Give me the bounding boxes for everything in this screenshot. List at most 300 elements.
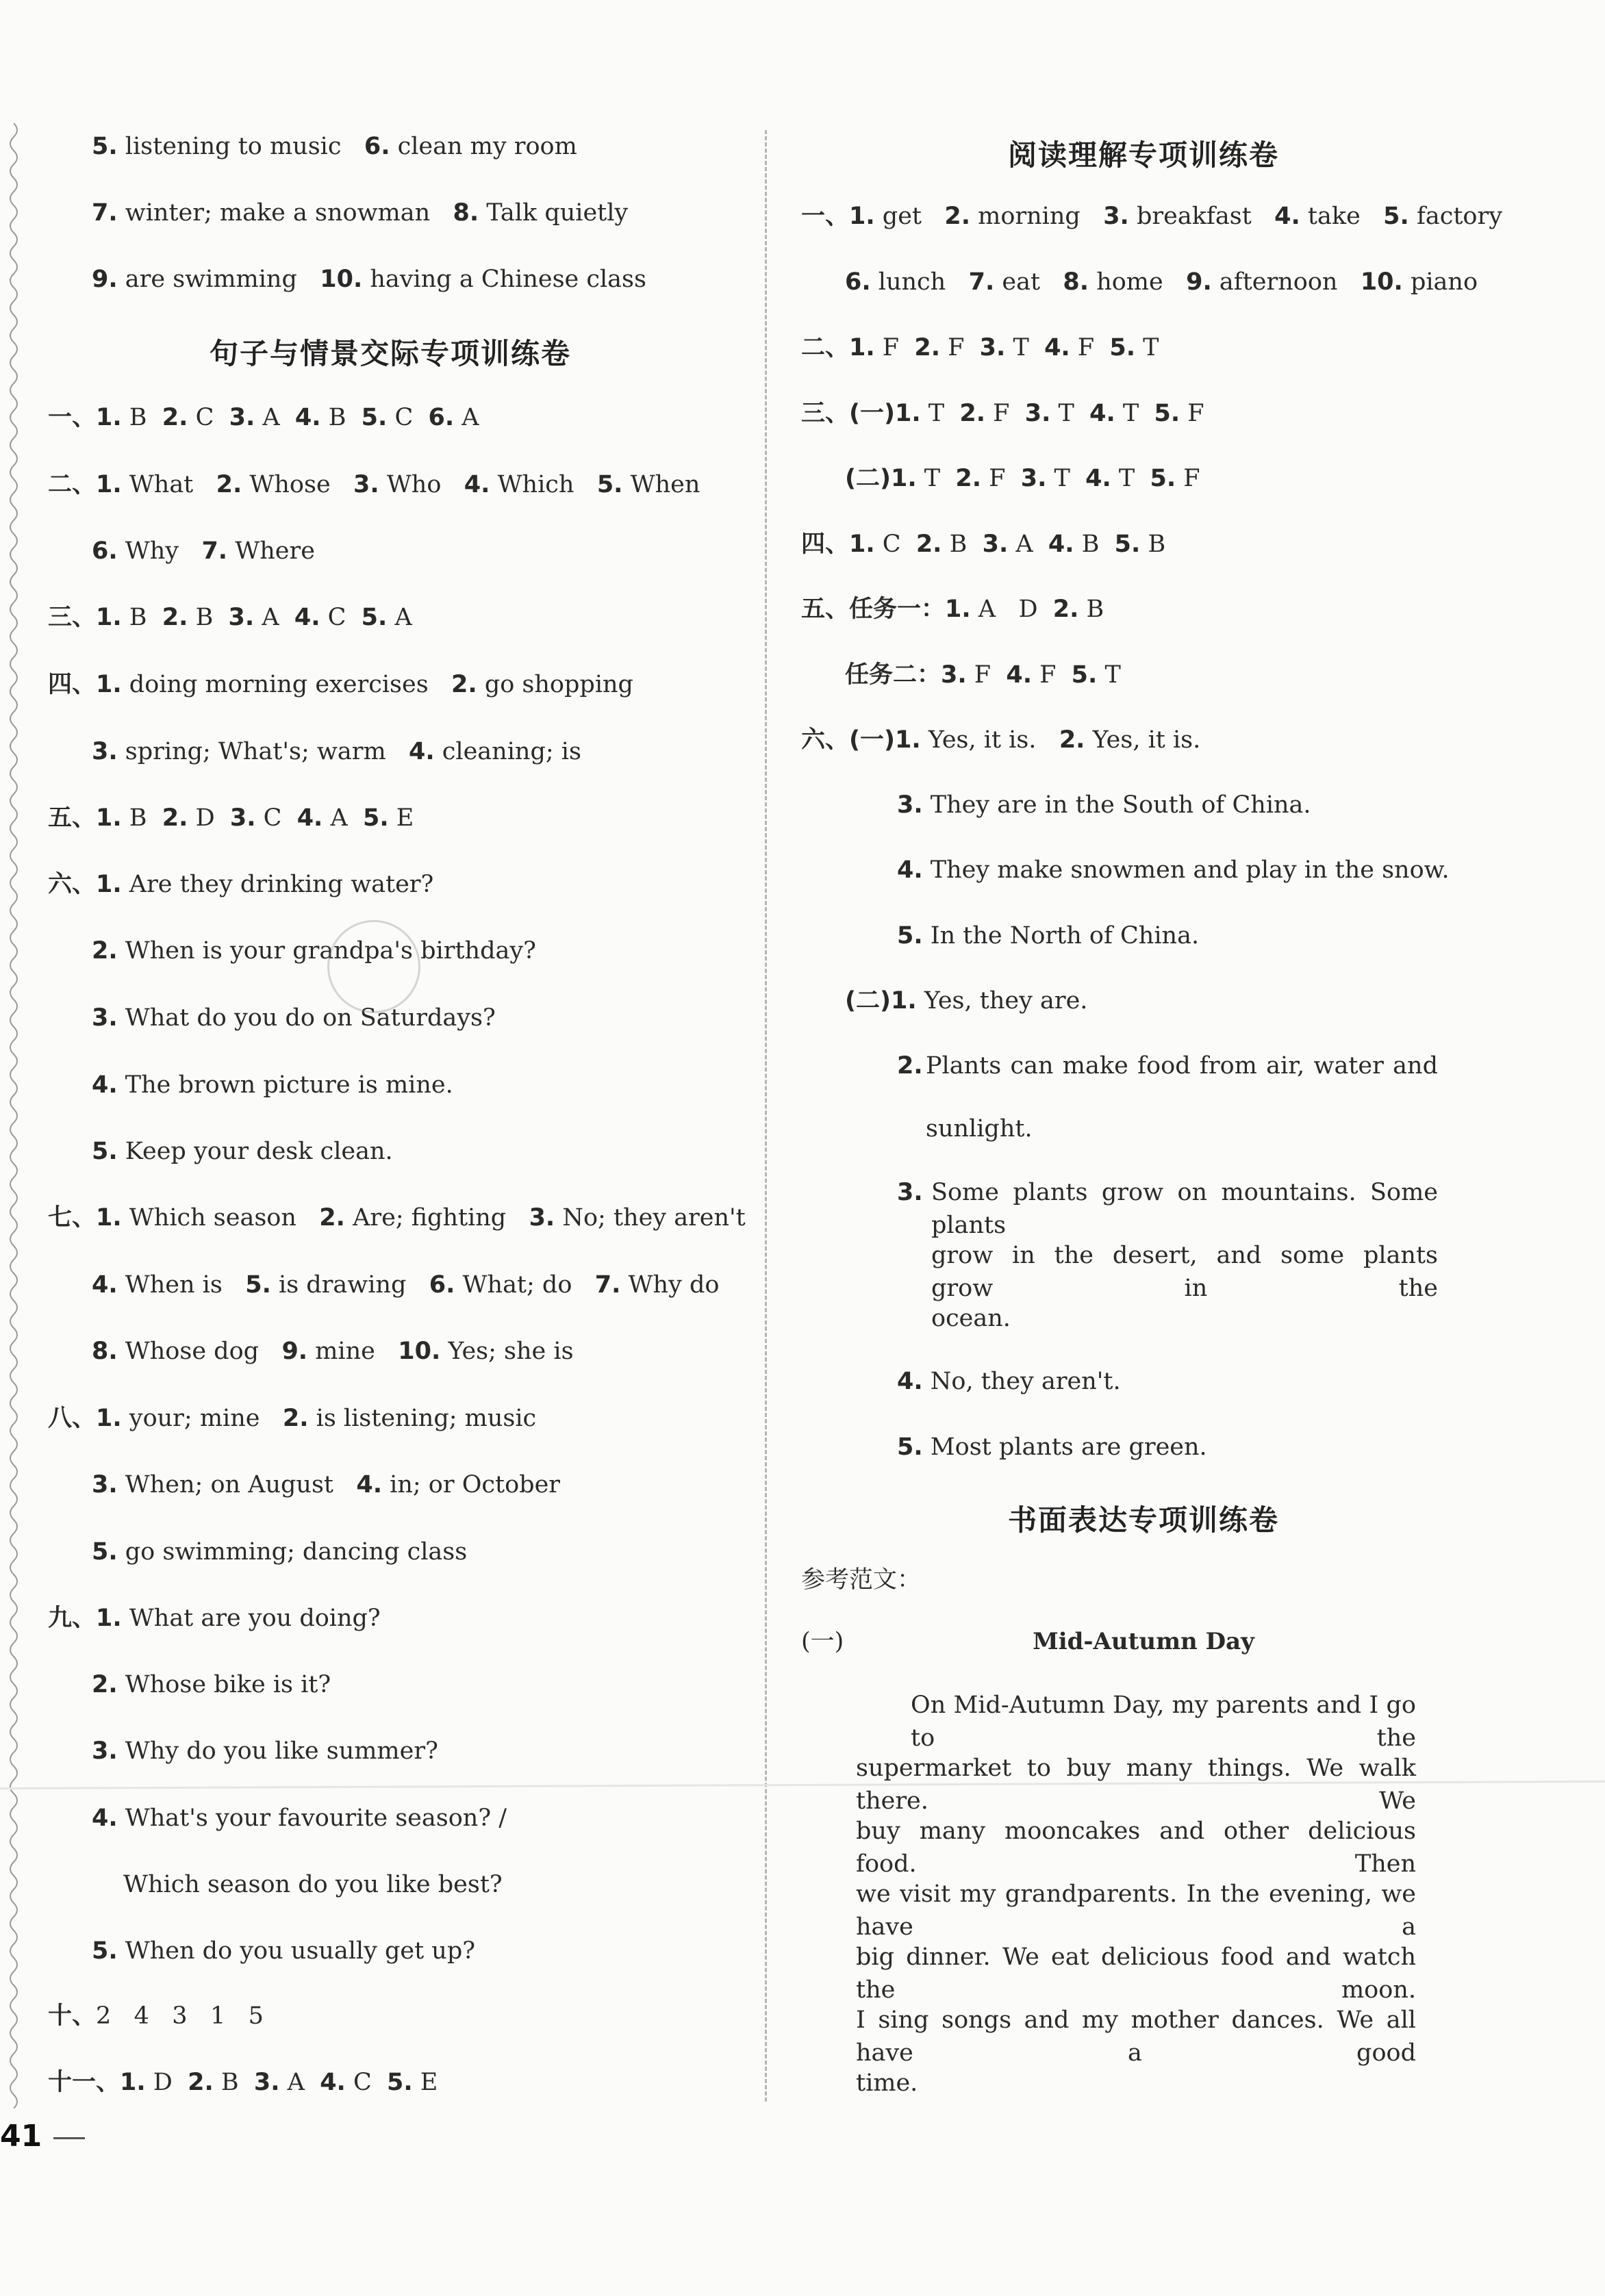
answer-text: take	[1300, 203, 1384, 230]
item-number: 7.	[968, 268, 995, 296]
answer-line	[897, 789, 1311, 821]
question-prefix: 六、(一)	[801, 726, 895, 754]
answer-text: Yes, it is.	[1085, 726, 1201, 754]
item-number: 8.	[1063, 268, 1089, 296]
item-number: 5.	[92, 133, 118, 160]
item-number: 4.	[1274, 203, 1300, 230]
essay-title: Mid-Autumn Day	[1033, 1628, 1254, 1655]
answer-text: A	[1008, 531, 1048, 558]
answer-text: F	[940, 334, 980, 361]
answer-line	[897, 854, 1450, 886]
item-number: 5.	[1071, 661, 1098, 689]
answer-text: A	[454, 404, 479, 431]
page-number-dash	[53, 2137, 85, 2139]
item-number: 2.	[162, 804, 188, 832]
item-number: 3.	[92, 1737, 118, 1765]
item-number: 1.	[96, 1405, 122, 1432]
answer-text: E	[388, 804, 414, 832]
answer-text: B	[213, 2069, 254, 2096]
answer-text: in; or October	[382, 1471, 561, 1498]
answer-text: Whose dog	[117, 1338, 282, 1365]
item-number: 4.	[897, 856, 923, 884]
item-number: 3.	[1020, 465, 1047, 492]
answer-text: Why do	[620, 1271, 720, 1299]
item-number: 1.	[96, 471, 122, 498]
answer-line	[123, 1868, 503, 1901]
item-number: 2.	[944, 203, 971, 230]
answer-line	[801, 200, 1502, 233]
answer-line	[92, 735, 581, 768]
answer-text: Yes, it is.	[920, 726, 1059, 754]
answer-text: A	[255, 404, 295, 431]
item-number: 5.	[897, 1433, 923, 1461]
question-prefix: (二)	[845, 465, 891, 492]
sample-label	[801, 1564, 921, 1596]
answer-text: Are they drinking water?	[121, 871, 434, 898]
answer-text: When; on August	[117, 1471, 357, 1498]
answer-text: afternoon	[1211, 268, 1361, 296]
item-number: 2.	[319, 1204, 345, 1232]
item-number: 1.	[120, 2069, 146, 2096]
item-number: 9.	[281, 1338, 308, 1365]
answer-text: breakfast	[1128, 203, 1275, 230]
item-number: 5.	[1150, 465, 1176, 492]
answer-line	[48, 468, 700, 501]
essay-line: big dinner. We eat delicious food and watch the moon.	[856, 1943, 1416, 2004]
answer-text: E	[412, 2069, 438, 2096]
answer-text: B	[188, 604, 229, 631]
answer-line	[92, 934, 536, 967]
answer-text: When do you usually get up?	[117, 1937, 476, 1965]
answer-text: B	[1140, 531, 1166, 558]
answer-line	[92, 1069, 453, 1101]
left-column	[48, 0, 746, 2122]
question-prefix: 五、任务一：	[801, 596, 946, 623]
question-prefix: 一、	[48, 404, 97, 431]
answer-text: What	[121, 471, 216, 498]
item-number: 1.	[849, 334, 875, 361]
item-number: 2.	[914, 334, 940, 361]
essay-line: we visit my grandparents. In the evening, we have a	[856, 1880, 1416, 1941]
answer-text: T	[1046, 465, 1086, 492]
question-prefix: 三、	[48, 604, 97, 631]
item-number: 5.	[596, 471, 623, 498]
question-prefix: 二、	[801, 334, 850, 361]
answer-line	[92, 1468, 560, 1501]
answer-text: B	[121, 804, 162, 832]
answer-text: C	[255, 804, 297, 832]
watermark-stamp	[327, 920, 420, 1013]
answer-text: (一)	[801, 1628, 844, 1655]
answer-text: T	[1111, 465, 1150, 492]
question-prefix: 十、	[48, 2002, 97, 2030]
answer-text: A	[323, 804, 364, 832]
answer-text: T	[1115, 400, 1154, 427]
answer-line	[897, 1365, 1121, 1398]
item-number: 3.	[982, 531, 1009, 558]
answer-text: T	[1097, 661, 1121, 689]
answer-text: Whose	[242, 471, 354, 498]
answer-line	[48, 1602, 381, 1635]
binding-edge	[5, 123, 22, 2108]
answer-line	[92, 196, 628, 229]
answer-text: 参考范文：	[801, 1566, 922, 1594]
answer-text: T	[1050, 400, 1090, 427]
answer-line	[48, 668, 633, 701]
item-number: 2.	[955, 465, 982, 492]
answer-text: T	[916, 465, 956, 492]
item-number: 6.	[845, 268, 871, 296]
answer-line	[92, 1668, 331, 1701]
item-number: 3.	[897, 1179, 923, 1206]
answer-text: Whose bike is it?	[117, 1671, 331, 1698]
question-prefix: (二)	[845, 987, 891, 1015]
item-number: 7.	[92, 199, 118, 227]
answer-text: go shopping	[477, 671, 633, 698]
item-number: 4.	[92, 1071, 118, 1099]
item-number: 6.	[429, 1271, 455, 1299]
item-number: 1.	[895, 726, 921, 754]
item-number: 3.	[1024, 400, 1051, 427]
essay-line: time.	[856, 2069, 918, 2097]
item-number	[897, 1049, 923, 1082]
question-prefix: 任务二：	[845, 661, 941, 689]
answer-text: clean my room	[390, 133, 577, 160]
answer-text: F	[1032, 661, 1072, 689]
answer-text: C	[320, 604, 362, 631]
question-prefix: 十一、	[48, 2069, 121, 2096]
question-prefix: 二、	[48, 471, 97, 498]
answer-text: spring; What's; warm	[117, 738, 409, 765]
answer-line	[92, 263, 646, 296]
question-prefix: 六、	[48, 871, 97, 898]
answer-line	[48, 1402, 536, 1435]
answer-text: What; do	[455, 1271, 595, 1299]
item-number-line	[897, 1176, 923, 1209]
item-number: 2.	[959, 400, 986, 427]
item-number: 4.	[409, 738, 435, 765]
answer-text: mine	[307, 1338, 399, 1365]
item-number: 2.	[162, 604, 188, 631]
answer-line	[92, 1135, 393, 1168]
item-number: 4.	[294, 604, 320, 631]
essay-line: buy many mooncakes and other delicious food. Then	[856, 1817, 1416, 1878]
item-number: 1.	[96, 804, 122, 832]
answer-text: C	[188, 404, 229, 431]
answer-text: factory	[1408, 203, 1503, 230]
item-number: 4.	[320, 2069, 346, 2096]
answer-line	[801, 724, 1200, 756]
item-number: 2.	[92, 937, 118, 965]
item-number: 2.	[915, 531, 942, 558]
question-prefix: 五、	[48, 804, 97, 832]
item-number: 5.	[387, 2069, 413, 2096]
item-number: 1.	[96, 871, 122, 898]
answer-text: B	[121, 604, 162, 631]
answer-text: grow in the desert, and some plants grow in the	[931, 1242, 1438, 1302]
answer-line	[48, 1201, 746, 1234]
item-number: 10.	[1360, 268, 1403, 296]
answer-text: F	[874, 334, 915, 361]
answer-line	[48, 868, 433, 901]
item-number: 1.	[945, 596, 971, 623]
answer-text: T	[1135, 334, 1159, 361]
item-number: 4.	[356, 1471, 383, 1498]
answer-line	[845, 659, 1121, 691]
item-number: 1.	[96, 604, 122, 631]
question-prefix: 一、	[801, 203, 850, 230]
answer-line	[92, 130, 577, 163]
answer-text: piano	[1402, 268, 1478, 296]
answer-line	[897, 1431, 1207, 1464]
item-number: 4.	[92, 1804, 118, 1832]
item-number: 4.	[92, 1271, 118, 1299]
essay-line: On Mid-Autumn Day, my parents and I go to the	[911, 1692, 1416, 1752]
item-number: 5.	[92, 1538, 118, 1566]
answer-text: F	[1176, 465, 1200, 492]
answer-line	[845, 266, 1478, 298]
item-number: 3.	[529, 1204, 555, 1232]
answer-text: B	[121, 404, 162, 431]
answer-line	[48, 401, 479, 434]
answer-text: What are you doing?	[121, 1605, 381, 1632]
item-number: 3.	[253, 2069, 280, 2096]
answer-text: They make snowmen and play in the snow.	[922, 856, 1450, 884]
answer-line	[897, 919, 1199, 952]
item-number: 4.	[1048, 531, 1074, 558]
answer-text: Why	[117, 537, 202, 565]
item-number: 5.	[1383, 203, 1409, 230]
item-number: 4.	[1085, 465, 1111, 492]
answer-text: C	[874, 531, 916, 558]
answer-text: is drawing	[270, 1271, 429, 1299]
answer-line	[92, 535, 315, 567]
item-number: 6.	[364, 133, 390, 160]
answer-text: ocean.	[931, 1305, 1011, 1332]
answer-text: Some plants grow on mountains. Some plants	[931, 1179, 1438, 1239]
item-number: 2.	[897, 1052, 923, 1080]
answer-text: Where	[227, 537, 315, 565]
answer-text: Most plants are green.	[922, 1433, 1207, 1461]
item-number: 3.	[353, 471, 379, 498]
answer-text: No; they aren't	[555, 1204, 746, 1232]
answer-text: F	[985, 400, 1025, 427]
item-number: 1.	[891, 465, 917, 492]
item-number: 1.	[96, 404, 122, 431]
item-number: 7.	[594, 1271, 621, 1299]
answer-text: What's your favourite season? /	[117, 1804, 507, 1832]
answer-text: Why do you like summer?	[117, 1737, 438, 1765]
item-number: 6.	[428, 404, 455, 431]
item-number: 5.	[92, 1937, 118, 1965]
item-number: 2.	[162, 404, 188, 431]
item-number: 2.	[92, 1671, 118, 1698]
item-number: 1.	[96, 1605, 122, 1632]
question-prefix: 三、(一)	[801, 400, 895, 427]
answer-line	[845, 462, 1200, 495]
answer-text: F	[966, 661, 1007, 689]
item-number: 2.	[451, 671, 477, 698]
page-number: 41	[0, 2119, 42, 2154]
answer-line	[48, 2066, 438, 2099]
answer-text: They are in the South of China.	[922, 791, 1311, 819]
answer-text: F	[981, 465, 1021, 492]
answer-text: A	[279, 2069, 320, 2096]
item-number: 3.	[1103, 203, 1129, 230]
question-prefix: 九、	[48, 1605, 97, 1632]
answer-text: B	[1078, 596, 1104, 623]
answer-line	[48, 601, 412, 634]
item-number: 4.	[294, 404, 321, 431]
answer-text: In the North of China.	[922, 922, 1200, 949]
answer-text: B	[941, 531, 983, 558]
item-number: 3.	[228, 604, 255, 631]
answer-line	[92, 1935, 475, 1967]
item-number: 3.	[229, 404, 255, 431]
answer-text: cleaning; is	[434, 738, 581, 765]
essay-line: I sing songs and my mother dances. We all have a good	[856, 2006, 1416, 2067]
item-number: 4.	[1089, 400, 1115, 427]
item-number: 3.	[941, 661, 967, 689]
item-number: 5.	[245, 1271, 271, 1299]
answer-text: T	[920, 400, 960, 427]
answer-text: doing morning exercises	[121, 671, 452, 698]
answer-text: get	[874, 203, 945, 230]
answer-line	[845, 984, 1087, 1017]
answer-line	[92, 1335, 574, 1368]
answer-text: B	[320, 404, 362, 431]
item-number: 5.	[1114, 531, 1141, 558]
answer-text: C	[387, 404, 429, 431]
item-number: 3.	[229, 804, 256, 832]
answer-line	[48, 802, 414, 834]
answer-line	[801, 593, 1104, 626]
column-divider	[765, 130, 767, 2102]
item-number: 1.	[895, 400, 921, 427]
item-number: 2.	[1052, 596, 1079, 623]
item-number: 3.	[92, 1004, 118, 1032]
item-number: 1.	[849, 203, 875, 230]
answer-text: T	[1005, 334, 1045, 361]
section-title: 书面表达专项训练卷	[1007, 1503, 1279, 1537]
answer-text: Are; fighting	[344, 1204, 529, 1232]
answer-text: morning	[970, 203, 1104, 230]
item-number: 5.	[897, 922, 923, 949]
question-prefix: 八、	[48, 1405, 97, 1432]
answer-line	[92, 1802, 507, 1835]
answer-text: are swimming	[117, 266, 320, 293]
answer-text: Yes; she is	[440, 1338, 574, 1365]
item-number: 9.	[1186, 268, 1212, 296]
answer-text: When is	[117, 1271, 246, 1299]
item-number: 7.	[201, 537, 228, 565]
answer-text: B	[1074, 531, 1115, 558]
answer-text: listening to music	[117, 133, 364, 160]
answer-line	[92, 1002, 496, 1034]
question-prefix: 四、	[801, 531, 850, 558]
answer-text: D	[145, 2069, 188, 2096]
item-number: 3.	[92, 1471, 118, 1498]
item-number: 8.	[453, 199, 479, 227]
item-number: 9.	[92, 266, 118, 293]
item-number: 3.	[92, 738, 118, 765]
item-number: 2.	[282, 1405, 309, 1432]
item-number: 4.	[897, 1368, 923, 1395]
answer-text: A	[254, 604, 294, 631]
item-number: 2.	[1059, 726, 1085, 754]
answer-text: No, they aren't.	[922, 1368, 1121, 1395]
answer-text: The brown picture is mine.	[117, 1071, 453, 1099]
item-number: 8.	[92, 1338, 118, 1365]
answer-line	[92, 1735, 438, 1768]
answer-text: Talk quietly	[479, 199, 629, 227]
answer-text: having a Chinese class	[362, 266, 646, 293]
answer-text: Which season do you like best?	[123, 1871, 503, 1898]
answer-text: Yes, they are.	[916, 987, 1088, 1015]
item-number: 10.	[320, 266, 363, 293]
item-number: 5.	[1154, 400, 1180, 427]
answer-text: eat	[994, 268, 1063, 296]
answer-text: home	[1089, 268, 1187, 296]
item-number: 5.	[361, 604, 388, 631]
essay-line: supermarket to buy many things. We walk there. We	[856, 1755, 1416, 1815]
answer-line	[92, 1268, 719, 1301]
item-number: 4.	[1006, 661, 1032, 689]
answer-text: sunlight.	[926, 1115, 1033, 1143]
answer-text: lunch	[870, 268, 969, 296]
answer-text: C	[345, 2069, 388, 2096]
answer-text: is listening; music	[308, 1405, 537, 1432]
item-number: 5.	[1109, 334, 1136, 361]
item-number: 5.	[363, 804, 389, 832]
answer-text: Plants can make food from air, water and	[926, 1052, 1438, 1080]
answer-line	[92, 1535, 467, 1568]
answer-text: Which season	[121, 1204, 320, 1232]
item-number: 1.	[96, 671, 122, 698]
answer-text: When is your grandpa's birthday?	[117, 937, 536, 965]
item-number: 10.	[398, 1338, 441, 1365]
answer-text: When	[622, 471, 700, 498]
item-number: 4.	[296, 804, 323, 832]
item-number: 1.	[96, 1204, 122, 1232]
item-number: 4.	[1044, 334, 1070, 361]
item-number: 5.	[92, 1138, 118, 1165]
section-title: 句子与情景交际专项训练卷	[209, 337, 571, 370]
answer-text: go swimming; dancing class	[117, 1538, 468, 1566]
item-number: 3.	[979, 334, 1006, 361]
answer-text: What do you do on Saturdays?	[117, 1004, 496, 1032]
answer-text: F	[1180, 400, 1204, 427]
question-prefix: 四、	[48, 671, 97, 698]
answer-text: Which	[490, 471, 597, 498]
item-number: 5.	[361, 404, 388, 431]
right-column	[801, 0, 1503, 2122]
answer-text: F	[1070, 334, 1110, 361]
answer-text: Keep your desk clean.	[117, 1138, 393, 1165]
answer-text: D	[188, 804, 230, 832]
answer-line	[801, 528, 1165, 561]
question-prefix: 七、	[48, 1204, 97, 1232]
answer-line	[801, 331, 1159, 364]
item-number: 1.	[849, 531, 875, 558]
section-title: 阅读理解专项训练卷	[1007, 138, 1279, 172]
answer-line	[48, 2000, 264, 2032]
answer-text: 2 4 3 1 5	[96, 2002, 264, 2030]
item-number: 3.	[897, 791, 923, 819]
answer-text: A	[387, 604, 412, 631]
answer-line	[801, 397, 1204, 430]
item-number: 2.	[188, 2069, 214, 2096]
